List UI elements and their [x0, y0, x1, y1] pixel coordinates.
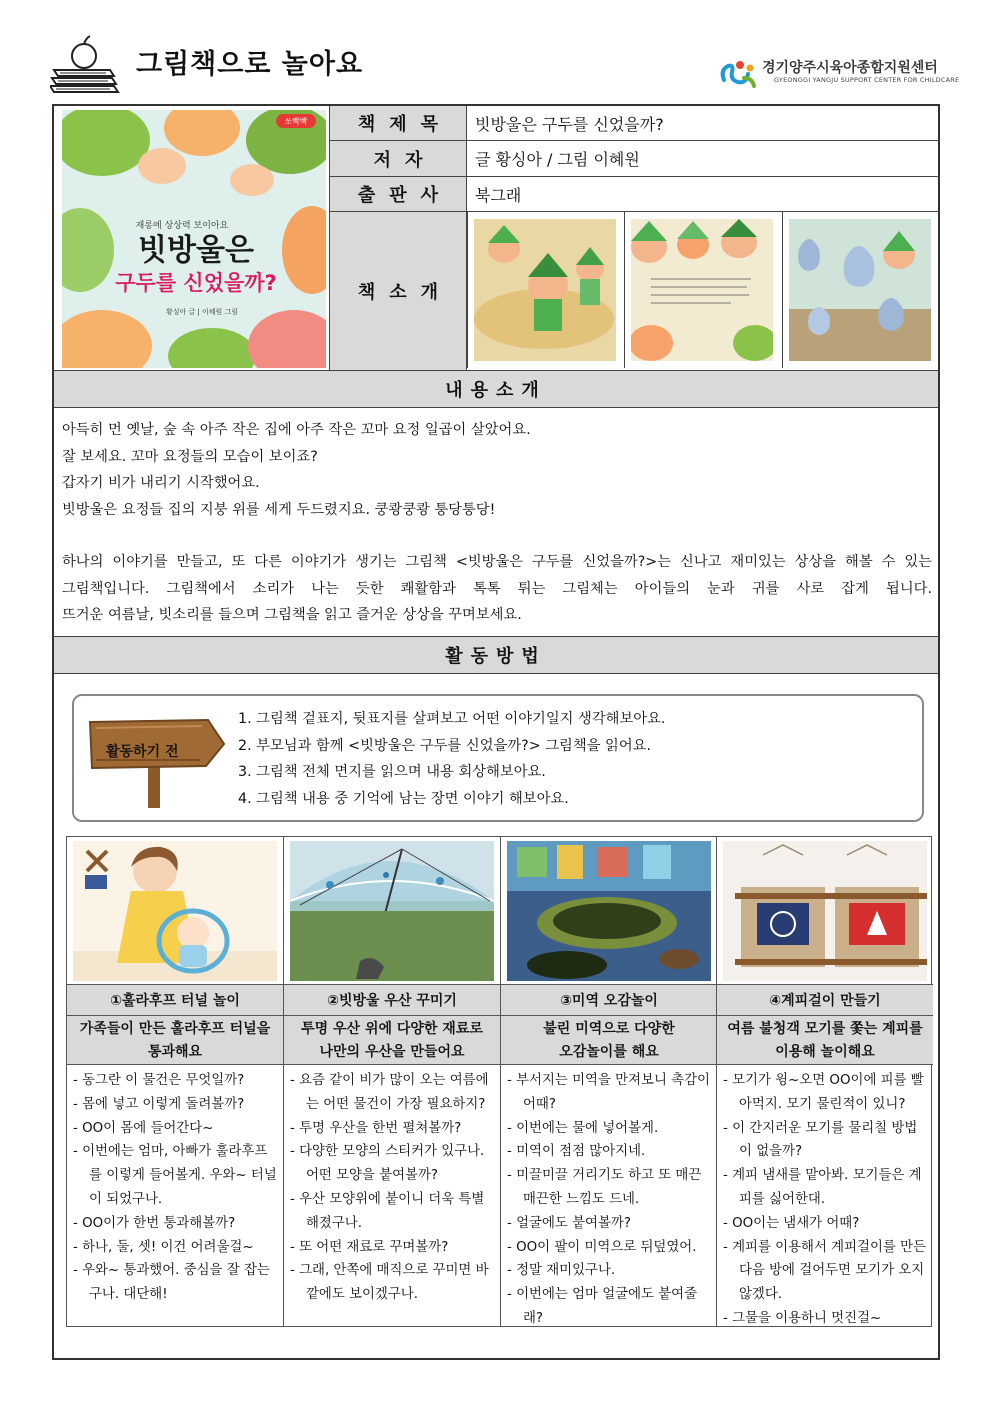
intro-line: 잘 보세요. 꼬마 요정들의 모습이 보이죠?: [62, 448, 318, 465]
activity-column: [67, 837, 283, 1326]
list-item: - OO이는 냄새가 어때?: [723, 1215, 860, 1231]
intro-line: 갑자기 비가 내리기 시작했어요.: [62, 475, 260, 491]
list-item: - 미역이 점점 많아지네.: [507, 1144, 646, 1160]
info-row-author: [329, 141, 940, 177]
activity-dialog-list: [723, 1069, 929, 1331]
activity-subtitle-line: 투명 우산 위에 다양한 재료로: [301, 1021, 483, 1037]
intro-paragraph-line: 하나의 이야기를 만들고, 또 다른 이야기가 생기는 그림책 <빗방울은 구두를 신었을까?>는 신나고 재미있는 상상을 해볼 수 있는: [62, 554, 932, 570]
list-item: - 요즘 같이 비가 많이 오는 여름에는 어떤 물건이 가장 필요하지?: [290, 1073, 489, 1112]
list-item: - 정말 재미있구나.: [507, 1263, 616, 1279]
list-item: - OO이가 한번 통과해볼까?: [73, 1215, 236, 1231]
hula-hoop-illustration: [73, 841, 277, 981]
before-item: 2. 부모님과 함께 <빗방울은 구두를 신었을까?> 그림책을 읽어요.: [238, 737, 652, 754]
activity-title: ②빗방울 우산 꾸미기: [284, 984, 500, 1016]
list-item: - 그래, 안쪽에 매직으로 꾸미면 바깥에도 보이겠구나.: [290, 1263, 489, 1303]
list-item: - 다양한 모양의 스티커가 있구나. 어떤 모양을 붙여볼까?: [290, 1144, 485, 1184]
list-item: - 몸에 넣고 이렇게 돌려볼까?: [73, 1096, 245, 1112]
list-item: - 모기가 윙~오면 OO이에 피를 빨아먹지. 모기 물린적이 있니?: [723, 1073, 924, 1112]
intro-section-title: 내용소개: [54, 370, 938, 408]
before-item: 3. 그림책 전체 면지를 읽으며 내용 회상해보아요.: [238, 764, 546, 780]
activity-subtitle-line: 가족들이 만든 훌라후프 터널을: [79, 1021, 271, 1037]
intro-paragraph-line: 뜨거운 여름날, 빗소리를 들으며 그림책을 읽고 즐거운 상상을 꾸며보세요.: [62, 607, 522, 623]
cover-subtitle: 재롱에 상상력 보이아요: [135, 221, 229, 231]
activity-subtitle-line: 불린 미역으로 다양한: [543, 1021, 675, 1037]
list-item: - 이번에는 엄마 얼굴에도 붙여줄래?: [507, 1287, 698, 1326]
list-item: - 우와~ 통과했어. 중심을 잘 잡는구나. 대단해!: [73, 1263, 270, 1303]
list-item: - 이번에는 엄마, 아빠가 훌라후프를 이렇게 들어볼게. 우와~ 터널이 되었구나.: [73, 1144, 277, 1207]
book-page-thumbnails: [467, 212, 940, 368]
info-label: 출판사: [329, 177, 467, 211]
info-row-publisher: [329, 177, 940, 212]
umbrella-photo: [290, 841, 494, 981]
activity-dialog-list: [73, 1069, 279, 1307]
intro-line: 아득히 먼 옛날, 숲 속 아주 작은 집에 아주 작은 꼬마 요정 일곱이 살았어요.: [62, 422, 531, 438]
activity-subtitle: [717, 1016, 933, 1065]
activity-subtitle: [501, 1016, 717, 1065]
cover-title-line2: 구두를 신었을까?: [115, 271, 277, 295]
cover-credit: 황싱아 글 | 이혜원 그림: [165, 308, 239, 316]
before-activity-box: [72, 694, 924, 822]
info-value: 빗방울은 구두를 신었을까?: [475, 114, 664, 134]
before-item: 1. 그림책 겉표지, 뒷표지를 살펴보고 어떤 이야기일지 생각해보아요.: [238, 711, 666, 727]
activity-subtitle-line: 이용해 놀이해요: [775, 1044, 875, 1060]
cinnamon-hanger-photo: [723, 841, 927, 981]
cover-title-line1: 빗방울은: [138, 233, 254, 268]
info-row-title: [329, 106, 940, 141]
activity-subtitle: [284, 1016, 500, 1065]
org-name: 경기양주시육아종합지원센터: [762, 60, 938, 76]
book-cover-image: [62, 110, 326, 368]
document-frame: [52, 104, 940, 1360]
list-item: - 얼굴에도 붙여볼까?: [507, 1215, 631, 1231]
page-title: 그림책으로 놀아요: [136, 49, 364, 80]
activity-subtitle: [67, 1016, 283, 1065]
list-item: - 이 간지러운 모기를 물리칠 방법이 없을까?: [723, 1120, 918, 1160]
list-item: - 미끌미끌 거리기도 하고 또 매끈매끈한 느낌도 드네.: [507, 1168, 702, 1207]
thumbnail-cell: [782, 212, 940, 368]
method-section-title: 활동방법: [54, 636, 938, 674]
book-page-image: [631, 219, 773, 361]
intro-text: [62, 417, 932, 629]
activity-subtitle-line: 오감놀이를 해요: [559, 1044, 659, 1060]
activity-dialog-list: [290, 1069, 496, 1307]
info-value: 글 황싱아 / 그림 이혜원: [475, 150, 640, 169]
activities-table: [66, 836, 932, 1327]
book-page-image: [789, 219, 931, 361]
intro-paragraph-line: 그림책입니다. 그림책에서 소리가 나는 듯한 쾌활함과 톡톡 튀는 그림체는 아이들의 눈과 귀를 사로 잡게 됩니다.: [62, 580, 932, 597]
org-name-en: GYEONGGI YANGJU SUPPORT CENTER FOR CHILDCARE: [774, 76, 960, 84]
activity-subtitle-line: 나만의 우산을 만들어요: [319, 1044, 465, 1060]
info-label: 저자: [329, 141, 467, 176]
list-item: - 이번에는 물에 넣어볼게.: [507, 1120, 659, 1136]
list-item: - 그물을 이용하니 멋진걸~: [723, 1310, 882, 1326]
list-item: - OO이 팔이 미역으로 뒤덮였어.: [507, 1239, 697, 1255]
activity-subtitle-line: 통과해요: [147, 1044, 203, 1060]
activity-column: [716, 837, 932, 1326]
before-activity-list: [238, 706, 665, 812]
signpost-icon: [86, 708, 226, 808]
thumbnail-cell: [467, 212, 624, 368]
list-item: - 우산 모양위에 붙이니 더욱 특별해졌구나.: [290, 1191, 485, 1231]
apple-books-icon: [50, 32, 120, 94]
list-item: - 부서지는 미역을 만져보니 촉감이 어때?: [507, 1073, 710, 1112]
list-item: - 하나, 둘, 셋! 이건 어려울걸~: [73, 1239, 254, 1255]
org-brand: [718, 56, 960, 90]
cover-badge: 쏘빡빡: [284, 117, 308, 126]
list-item: - 투명 우산을 한번 펼쳐볼까?: [290, 1120, 462, 1136]
list-item: - 동그란 이 물건은 무엇일까?: [73, 1073, 245, 1088]
page-header: [50, 30, 960, 96]
org-logo-icon: [718, 56, 758, 90]
list-item: - 또 어떤 재료로 꾸며볼까?: [290, 1239, 449, 1255]
book-page-image: [474, 219, 616, 361]
before-item: 4. 그림책 내용 중 기억에 남는 장면 이야기 해보아요.: [238, 790, 569, 807]
list-item: - 계피를 이용해서 계피걸이를 만든 다음 방에 걸어두면 모기가 오지 않겠다.: [723, 1239, 926, 1303]
info-label: 책소개: [329, 212, 467, 370]
activity-title: ①훌라후프 터널 놀이: [67, 984, 283, 1016]
activity-subtitle-line: 여름 불청객 모기를 쫓는 계피를: [727, 1021, 923, 1037]
info-value: 북그래: [475, 185, 522, 205]
thumbnail-cell: [624, 212, 782, 368]
seaweed-play-photo: [507, 841, 711, 981]
signpost-label: 활동하기 전: [106, 744, 179, 760]
activity-title: ③미역 오감놀이: [501, 984, 717, 1016]
list-item: - OO이 몸에 들어간다~: [73, 1120, 214, 1136]
intro-line: 빗방울은 요정들 집의 지붕 위를 세게 두드렸지요. 쿵쾅쿵쾅 퉁당퉁당!: [62, 501, 496, 518]
activity-column: [283, 837, 499, 1326]
activity-dialog-list: [507, 1069, 713, 1331]
list-item: - 계피 냄새를 맡아봐. 모기들은 계피를 싫어한대.: [723, 1168, 922, 1207]
activity-title: ④계피걸이 만들기: [717, 984, 933, 1016]
activity-column: [500, 837, 716, 1326]
info-label: 책제목: [329, 106, 467, 140]
